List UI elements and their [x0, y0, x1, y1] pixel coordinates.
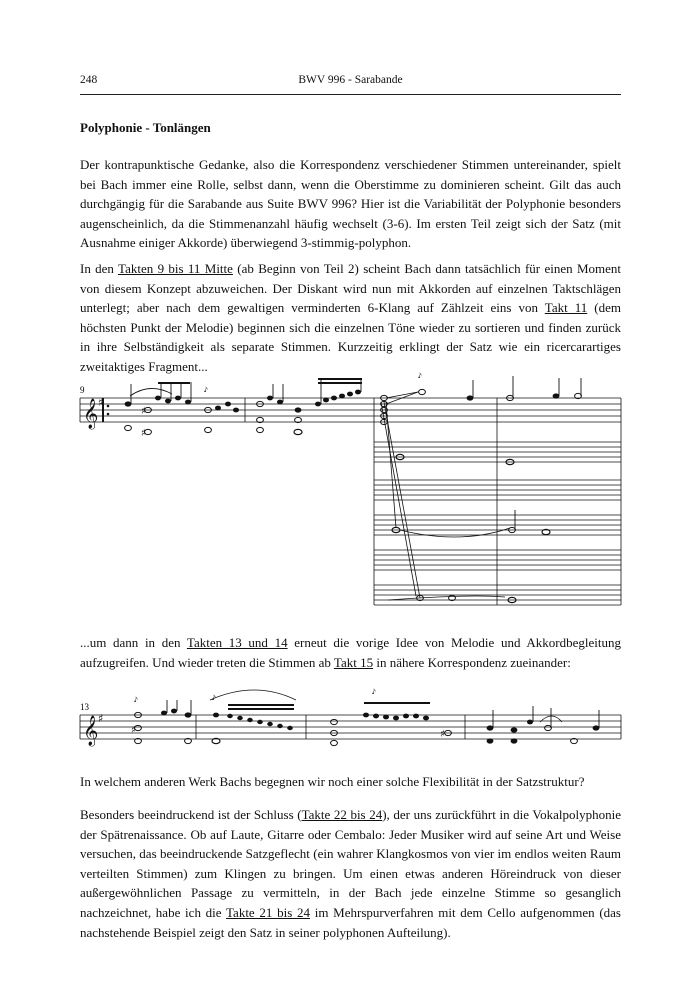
svg-text:♯: ♯ — [131, 725, 136, 736]
svg-text:𝆔: 𝆔 — [212, 690, 216, 703]
text-span: Besonders beeindruckend ist der Schluss ( — [80, 807, 302, 822]
svg-text:𝆔: 𝆔 — [134, 692, 138, 705]
text-span: im Mehrspurverfahren mit dem Cello aufgenommen (das nachstehende Beispiel zeigt den Satz in seiner polyphonen Aufteilung). — [80, 904, 621, 940]
treble-clef-icon: 𝄞 — [83, 716, 99, 746]
link-takte-21-24[interactable]: Takte 21 bis 24 — [226, 904, 311, 920]
measure-number-9: 9 — [80, 385, 85, 395]
paragraph-schluss — [80, 805, 621, 942]
measure-number-13: 13 — [80, 702, 89, 712]
text-span: (ab Beginn von Teil 2) scheint Bach dann tatsächlich für einen Moment von diesem Konzept abzuweichen. Der Diskant wird nun mit Akkorden auf einzelnen Taktschlägen unterlegt; aber nach dem gewaltigen verminderten 6-Klang auf Zählzeit eins von — [80, 261, 621, 316]
text-span: (dem höchsten Punkt der Melodie) beginnen sich die einzelnen Töne wieder zu sortieren und finden zurück in ihre Selbständigkeit als separate Stimmen. Kurzzeitig erklingt der Satz wie ein ricercarartiges zweitaktiges Fragment... — [80, 300, 621, 374]
header-title: BWV 996 - Sarabande — [298, 74, 403, 86]
svg-text:♯: ♯ — [440, 729, 445, 740]
link-takte-22-24[interactable]: Takte 22 bis 24 — [301, 807, 383, 822]
text-span: erneut die vorige Idee von Melodie und Akkordbegleitung aufzugreifen. Und wieder treten die Stimmen ab — [80, 635, 622, 670]
text-span: in nähere Korrespondenz zueinander: — [373, 654, 571, 670]
text-span: ...um dann in den — [80, 635, 187, 650]
paragraph-intro: Der kontrapunktische Gedanke, also die Korrespondenz verschiedener Stimmen untereinander, spielt bei Bach immer eine Rolle, selbst dann, wenn die Oberstimme zu dominieren scheint. Gilt das auch durchgängig für die Sarabande aus Suite BWV 996? Hier ist die Variabilität der Polyphonie besonders augenscheinlich, da die Stimmenanzahl häufig wechselt (3-6). Im ersten Teil zeigt sich der Satz (mit Ausnahme einiger Akkorde) überwiegend 3-stimmig-polyphon. — [80, 157, 621, 251]
link-takt-15[interactable]: Takt 15 — [333, 654, 374, 670]
svg-text:𝆔: 𝆔 — [204, 382, 208, 395]
section-title: Polyphonie - Tonlängen — [80, 120, 211, 135]
link-takten-9-11[interactable]: Takten 9 bis 11 Mitte — [118, 261, 233, 276]
page-number: 248 — [80, 74, 98, 86]
svg-text:♯: ♯ — [98, 396, 104, 409]
paragraph-question: In welchem anderen Werk Bachs begegnen wir noch einer solche Flexibilität in der Satzstruktur? — [80, 774, 585, 789]
link-takt-11[interactable]: Takt 11 — [544, 300, 588, 316]
svg-text:𝆔: 𝆔 — [372, 684, 376, 697]
treble-clef-icon: 𝄞 — [83, 399, 99, 429]
svg-text:𝆔: 𝆔 — [418, 368, 422, 381]
text-span: ), der uns zurückführt in die Vokalpolyphonie der Spätrenaissance. Ob auf Laute, Gitarre oder Cembalo: Jeder Musiker wird auf seine Art und Weise versuchen, das beeindruckende Satzgeflecht (ein wahrer Klangkosmos von vier im endlos weiten Raum verteilten Stimmen) zum Klingen zu bringen. Um einen etwas anderen Höreindruck von dieser außergewöhnlichen Passage zu vermitteln, in der Bach jede einzelne Stimme so gesanglich nachzeichnet, habe ich die — [80, 807, 621, 920]
link-takten-13-14[interactable]: Takten 13 und 14 — [186, 635, 288, 650]
svg-text:♯: ♯ — [141, 428, 146, 439]
svg-text:♯: ♯ — [98, 712, 104, 725]
svg-text:♯: ♯ — [141, 406, 146, 417]
text-span: In den — [80, 261, 119, 276]
